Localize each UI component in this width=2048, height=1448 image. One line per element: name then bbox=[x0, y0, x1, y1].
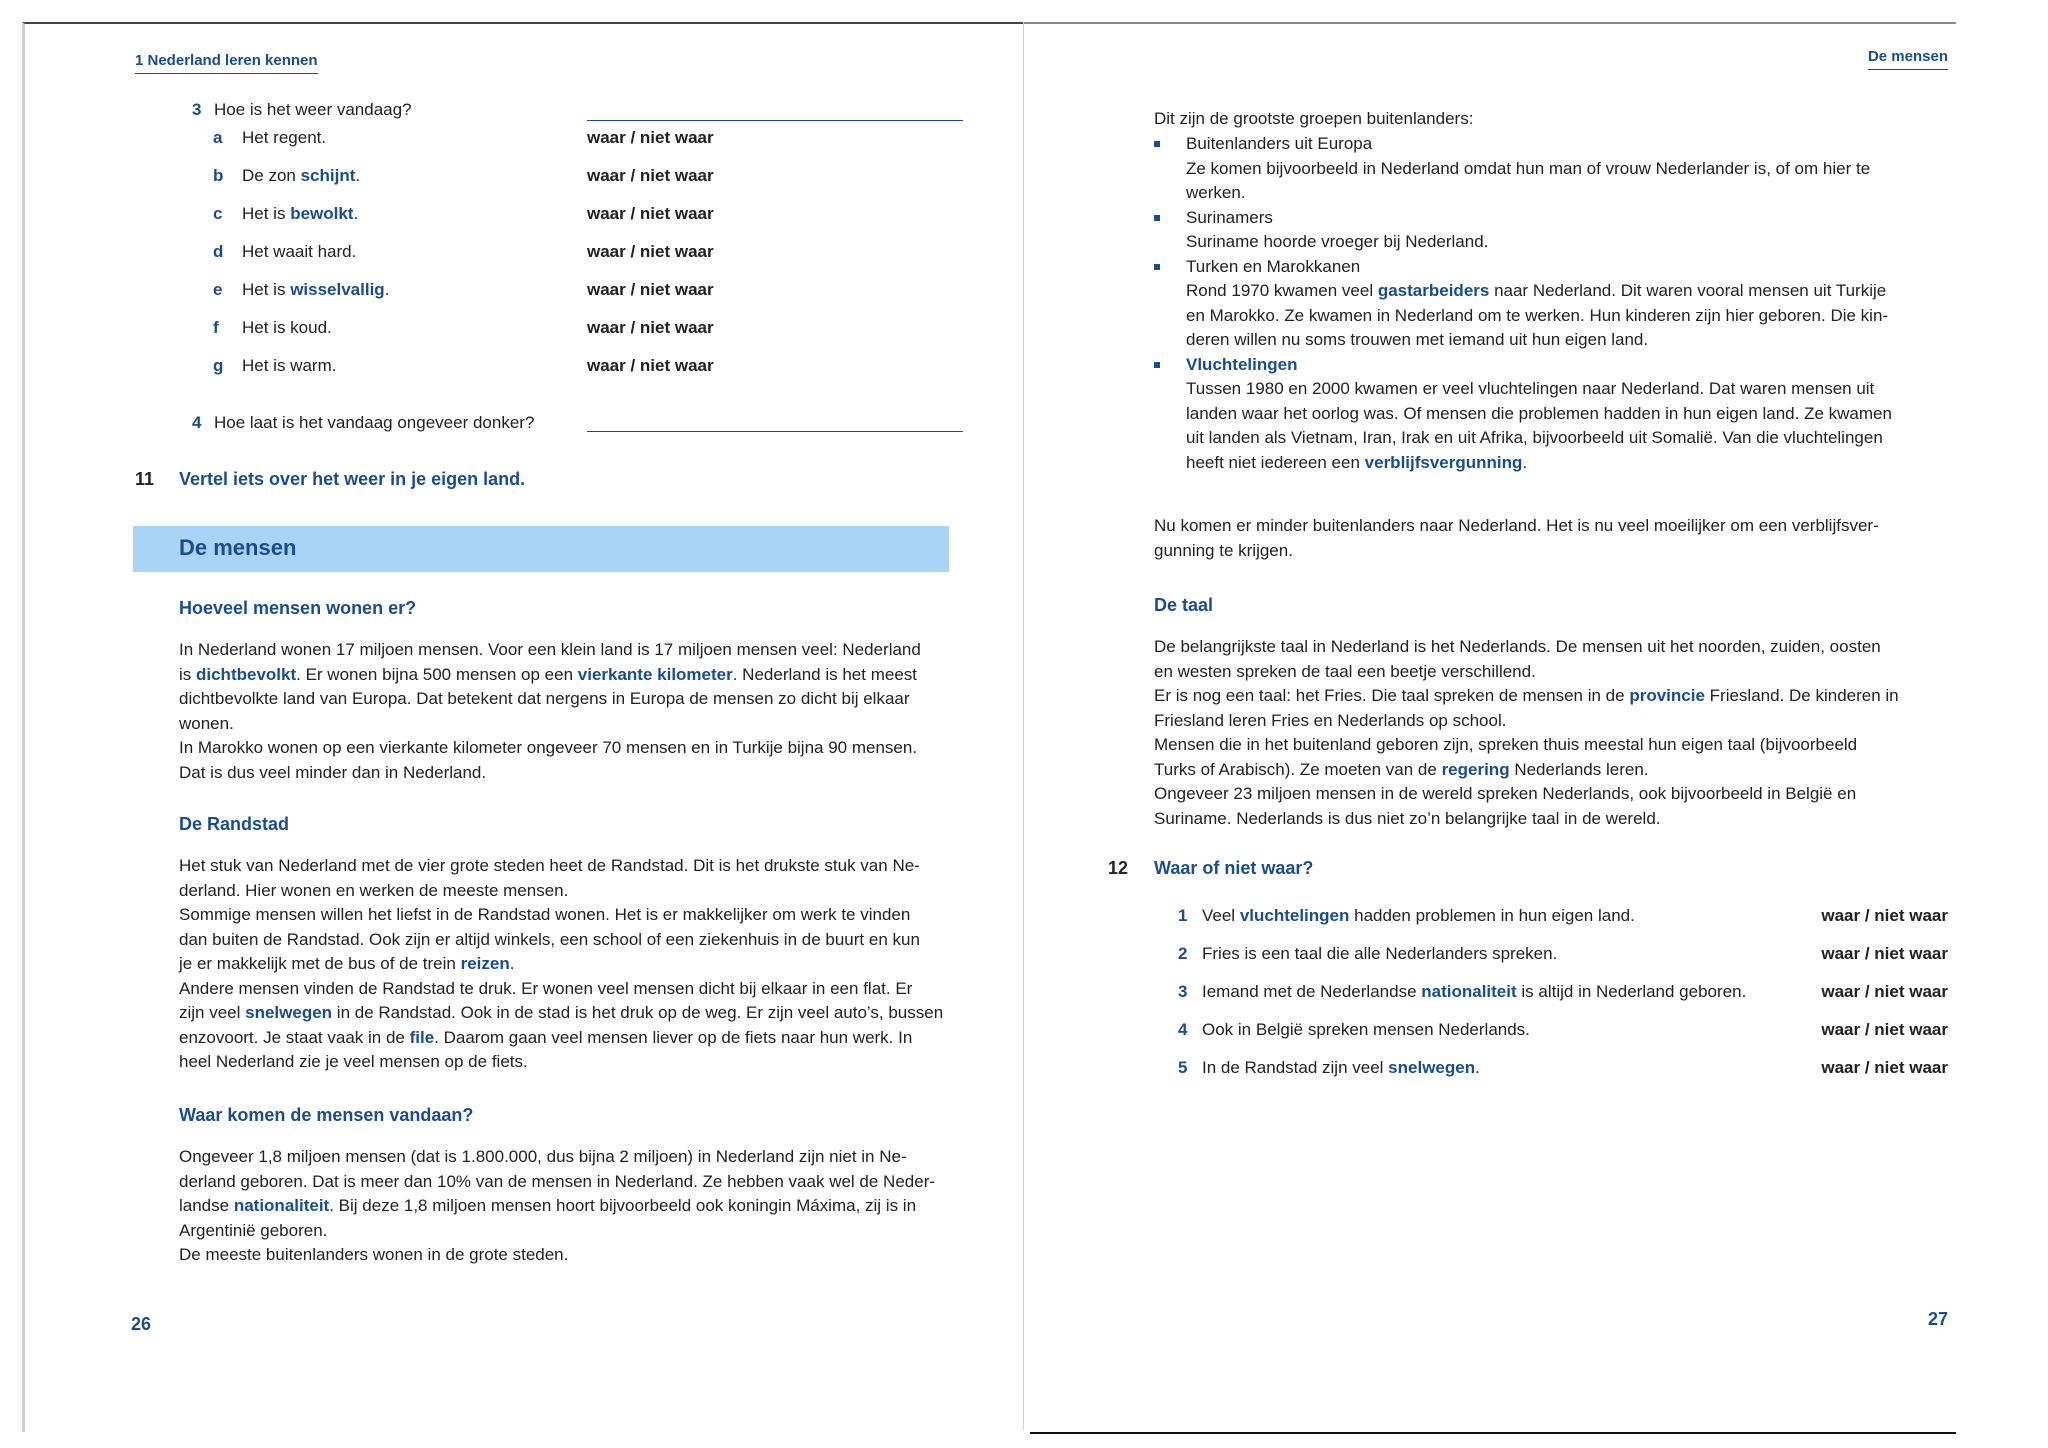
text-run: Friesland. De kinderen in bbox=[1704, 686, 1899, 705]
item-statement bbox=[242, 280, 389, 300]
text-run: Het is bbox=[242, 204, 291, 223]
text-run: In Nederland wonen 17 miljoen mensen. Voor een klein land is 17 miljoen mensen veel: Nederland bbox=[179, 640, 921, 659]
text-run: Veel bbox=[1202, 906, 1240, 925]
text-run: Het is warm. bbox=[242, 356, 337, 375]
text-run: Andere mensen vinden de Randstad te druk. Er wonen veel mensen dicht bij elkaar in een flat. Er bbox=[179, 978, 913, 998]
text-line bbox=[179, 879, 969, 904]
text-run: Turks of Arabisch). Ze moeten van de bbox=[1154, 759, 1442, 779]
text-line bbox=[1154, 539, 1954, 564]
true-false-choice[interactable]: waar / niet waar bbox=[587, 242, 714, 261]
highlighted-term: provincie bbox=[1629, 686, 1705, 705]
item-number: 1 bbox=[1178, 906, 1188, 925]
text-run: De zon bbox=[242, 166, 301, 185]
text-run: . bbox=[384, 280, 390, 299]
text-run: landen waar het oorlog was. Of mensen die problemen hadden in hun eigen land. Ze kwamen bbox=[1186, 403, 1892, 423]
text-run: In de Randstad zijn veel bbox=[1202, 1058, 1389, 1077]
text-run: uit landen als Vietnam, Iran, Irak en uit Afrika, bijvoorbeeld uit Somalië. Van die vluchtelingen bbox=[1186, 428, 1883, 447]
text-run: Het stuk van Nederland met de vier grote steden heet de Randstad. Dit is het drukste stuk van Ne- bbox=[179, 856, 920, 875]
true-false-choice[interactable]: waar / niet waar bbox=[1821, 982, 1948, 1001]
text-run: en westen spreken de taal een beetje verschillend. bbox=[1154, 661, 1536, 681]
item-letter: c bbox=[213, 204, 223, 223]
text-run: Ongeveer 23 miljoen mensen in de wereld spreken Nederlands, ook bijvoorbeeld in België en bbox=[1154, 784, 1857, 803]
item-letter: b bbox=[213, 166, 224, 185]
text-line bbox=[1154, 684, 1954, 709]
text-line bbox=[179, 712, 969, 737]
highlighted-term: verblijfsvergunning bbox=[1364, 452, 1523, 472]
text-line bbox=[179, 952, 969, 977]
true-false-choice[interactable]: waar / niet waar bbox=[587, 128, 714, 147]
text-run: dichtbevolkte land van Europa. Dat betekent dat nergens in Europa de mensen zo dicht bij elkaar bbox=[179, 689, 910, 708]
answer-line-q4[interactable] bbox=[587, 431, 963, 432]
text-run: is altijd in Nederland geboren. bbox=[1516, 982, 1747, 1001]
heading-de-taal: De taal bbox=[1154, 595, 1214, 615]
highlighted-term: gastarbeiders bbox=[1377, 281, 1490, 300]
left-page bbox=[22, 22, 1023, 1432]
text-line bbox=[1186, 328, 1954, 353]
text-line bbox=[179, 928, 969, 953]
paragraph-hoeveel-mensen bbox=[179, 638, 969, 785]
text-line bbox=[1186, 377, 1954, 402]
exercise-11-number: 11 bbox=[135, 469, 155, 489]
highlighted-term: bewolkt bbox=[290, 204, 354, 223]
heading-randstad: De Randstad bbox=[179, 814, 290, 834]
text-run: . bbox=[353, 204, 359, 223]
text-line bbox=[1154, 758, 1954, 783]
text-run: Friesland leren Fries en Nederlands op school. bbox=[1154, 710, 1507, 730]
text-run: je er makkelijk met de bus of de trein bbox=[179, 954, 461, 973]
exercise-12-title: Waar of niet waar? bbox=[1154, 858, 1314, 878]
text-run: Het waait hard. bbox=[242, 242, 357, 261]
text-line bbox=[179, 1026, 969, 1051]
text-run: De belangrijkste taal in Nederland is het Nederlands. De mensen uit het noorden, zuiden, oosten bbox=[1154, 637, 1881, 656]
text-run: Argentinië geboren. bbox=[179, 1220, 328, 1240]
text-run: In Marokko wonen op een vierkante kilometer ongeveer 70 mensen en in Turkije bijna 90 mensen. bbox=[179, 738, 918, 757]
text-line bbox=[1154, 733, 1954, 758]
highlighted-term: reizen bbox=[460, 954, 510, 973]
paragraph-waar-vandaan bbox=[179, 1145, 969, 1268]
true-false-choice[interactable]: waar / niet waar bbox=[587, 166, 714, 185]
item-statement bbox=[1202, 1020, 1530, 1040]
true-false-choice[interactable]: waar / niet waar bbox=[1821, 1058, 1948, 1077]
highlighted-term: regering bbox=[1441, 759, 1510, 779]
text-run: gunning te krijgen. bbox=[1154, 540, 1293, 560]
item-letter: a bbox=[213, 128, 223, 147]
text-run: wonen. bbox=[179, 713, 234, 733]
highlighted-term: dichtbevolkt bbox=[196, 664, 297, 684]
group-title: Vluchtelingen bbox=[1186, 354, 1298, 374]
text-run: Tussen 1980 en 2000 kwamen er veel vluchtelingen naar Nederland. Dat waren mensen uit bbox=[1186, 379, 1875, 398]
text-line bbox=[179, 977, 969, 1002]
text-line bbox=[1186, 402, 1954, 427]
text-run: . bbox=[355, 166, 361, 185]
text-line bbox=[179, 903, 969, 928]
true-false-choice[interactable]: waar / niet waar bbox=[587, 356, 714, 375]
text-line bbox=[179, 1243, 969, 1268]
text-line bbox=[1154, 709, 1954, 734]
question-4-text: Hoe laat is het vandaag ongeveer donker? bbox=[214, 413, 535, 432]
text-line bbox=[179, 687, 969, 712]
paragraph-de-taal bbox=[1154, 635, 1954, 831]
text-run: Suriname hoorde vroeger bij Nederland. bbox=[1186, 232, 1489, 251]
text-run: Iemand met de Nederlandse bbox=[1202, 982, 1422, 1001]
text-line bbox=[179, 1001, 969, 1026]
text-line bbox=[179, 1145, 969, 1170]
question-4-number: 4 bbox=[192, 413, 202, 432]
highlighted-term: nationaliteit bbox=[1421, 982, 1517, 1001]
text-run: . Er wonen bijna 500 mensen op een bbox=[296, 664, 578, 684]
item-statement bbox=[1202, 944, 1557, 964]
groups-intro: Dit zijn de grootste groepen buitenlanders: bbox=[1154, 109, 1474, 128]
text-line bbox=[179, 854, 969, 879]
text-run: . bbox=[1475, 1058, 1480, 1077]
groups-bullet-list bbox=[1154, 132, 1954, 475]
question-3-text: Hoe is het weer vandaag? bbox=[214, 100, 412, 119]
text-run: Nu komen er minder buitenlanders naar Nederland. Het is nu veel moeilijker om een verblijfsver- bbox=[1154, 516, 1879, 535]
paragraph-minder-buitenlanders bbox=[1154, 514, 1954, 563]
section-title: De mensen bbox=[179, 535, 297, 560]
text-line bbox=[1154, 660, 1954, 685]
text-run: Het is koud. bbox=[242, 318, 332, 337]
item-statement bbox=[1202, 906, 1635, 926]
bullet-square-icon bbox=[1154, 215, 1160, 221]
answer-line-q3[interactable] bbox=[587, 120, 963, 121]
group-item bbox=[1154, 353, 1954, 476]
text-run: Het regent. bbox=[242, 128, 327, 147]
text-run: De meeste buitenlanders wonen in de grote steden. bbox=[179, 1245, 569, 1264]
bullet-square-icon bbox=[1154, 362, 1160, 368]
text-run: enzovoort. Je staat vaak in de bbox=[179, 1027, 410, 1047]
heading-hoeveel-mensen: Hoeveel mensen wonen er? bbox=[179, 598, 417, 618]
text-run: werken. bbox=[1186, 183, 1246, 202]
text-run: Mensen die in het buitenland geboren zijn, spreken thuis meestal hun eigen taal (bijvoorbeeld bbox=[1154, 735, 1858, 754]
item-letter: g bbox=[213, 356, 224, 375]
text-run: Ook in België spreken mensen Nederlands. bbox=[1202, 1020, 1530, 1039]
text-line bbox=[1186, 181, 1954, 206]
text-line bbox=[1154, 514, 1954, 539]
text-run: . Nederland is het meest bbox=[732, 664, 917, 684]
item-statement bbox=[242, 128, 326, 148]
paragraph-randstad bbox=[179, 854, 969, 1075]
text-run: Er is nog een taal: het Fries. Die taal spreken de mensen in de bbox=[1154, 686, 1630, 705]
text-run: heeft niet iedereen een bbox=[1186, 452, 1365, 472]
item-statement bbox=[242, 166, 360, 186]
highlighted-term: vierkante kilometer bbox=[577, 664, 733, 684]
section-band bbox=[133, 526, 949, 572]
true-false-choice[interactable]: waar / niet waar bbox=[587, 280, 714, 299]
text-run: Fries is een taal die alle Nederlanders spreken. bbox=[1202, 944, 1558, 963]
text-run: Sommige mensen willen het liefst in de Randstad wonen. Het is er makkelijker om werk te vinden bbox=[179, 905, 911, 924]
text-run: Het is bbox=[242, 280, 291, 299]
text-run: landse bbox=[179, 1196, 234, 1215]
text-line bbox=[1154, 635, 1954, 660]
page-number-left: 26 bbox=[131, 1314, 152, 1334]
item-statement bbox=[1202, 982, 1746, 1002]
item-number: 4 bbox=[1178, 1020, 1188, 1039]
text-run: zijn veel bbox=[179, 1003, 246, 1022]
text-line bbox=[1186, 157, 1954, 182]
groups-list bbox=[1154, 132, 1954, 475]
right-page bbox=[1024, 22, 1956, 1432]
item-number: 5 bbox=[1178, 1058, 1188, 1077]
text-run: heel Nederland zie je veel mensen op de fiets. bbox=[179, 1052, 528, 1071]
text-run: Dat is dus veel minder dan in Nederland. bbox=[179, 762, 487, 782]
text-line bbox=[179, 1194, 969, 1219]
exercise-11-title: Vertel iets over het weer in je eigen land. bbox=[179, 469, 526, 489]
highlighted-term: wisselvallig bbox=[290, 280, 385, 299]
exercise-12-number: 12 bbox=[1108, 858, 1129, 878]
page-number-right: 27 bbox=[1927, 1309, 1948, 1329]
text-run: in de Randstad. Ook in de stad is het druk op de weg. Er zijn veel auto’s, bussen bbox=[332, 1003, 944, 1022]
highlighted-term: snelwegen bbox=[245, 1003, 333, 1022]
text-line bbox=[1186, 304, 1954, 329]
text-line bbox=[1186, 451, 1954, 476]
item-letter: d bbox=[213, 242, 224, 261]
text-line bbox=[1154, 782, 1954, 807]
heading-waar-vandaan: Waar komen de mensen vandaan? bbox=[179, 1105, 474, 1125]
text-run: . Bij deze 1,8 miljoen mensen hoort bijvoorbeeld ook koningin Máxima, zij is in bbox=[329, 1196, 917, 1215]
item-statement bbox=[242, 242, 356, 262]
item-letter: f bbox=[213, 318, 219, 337]
text-run: en Marokko. Ze kwamen in Nederland om te werken. Hun kinderen zijn hier geboren. Die kin- bbox=[1186, 305, 1889, 325]
text-line bbox=[179, 761, 969, 786]
text-run: Ongeveer 1,8 miljoen mensen (dat is 1.800.000, dus bijna 2 miljoen) in Nederland zijn niet in Ne- bbox=[179, 1147, 907, 1166]
text-line bbox=[179, 663, 969, 688]
text-line bbox=[1186, 230, 1954, 255]
item-letter: e bbox=[213, 280, 223, 299]
question-3-number: 3 bbox=[192, 100, 202, 119]
group-item bbox=[1154, 206, 1954, 255]
item-statement bbox=[242, 204, 358, 224]
text-run: naar Nederland. Dit waren vooral mensen uit Turkije bbox=[1489, 281, 1887, 300]
true-false-choice[interactable]: waar / niet waar bbox=[1821, 944, 1948, 963]
item-statement bbox=[242, 318, 332, 338]
text-run: derland. Hier wonen en werken de meeste mensen. bbox=[179, 880, 569, 900]
text-run: Nederlands leren. bbox=[1509, 759, 1649, 779]
group-title: Turken en Marokkanen bbox=[1186, 256, 1361, 276]
group-title: Surinamers bbox=[1186, 207, 1273, 227]
text-run: . bbox=[1522, 452, 1528, 472]
group-title: Buitenlanders uit Europa bbox=[1186, 134, 1373, 153]
bullet-square-icon bbox=[1154, 141, 1160, 147]
item-number: 3 bbox=[1178, 982, 1188, 1001]
text-run: Rond 1970 kwamen veel bbox=[1186, 281, 1378, 300]
item-statement bbox=[242, 356, 336, 376]
text-line bbox=[179, 736, 969, 761]
item-statement bbox=[1202, 1058, 1480, 1078]
item-number: 2 bbox=[1178, 944, 1188, 963]
highlighted-term: snelwegen bbox=[1388, 1058, 1476, 1077]
true-false-choice[interactable]: waar / niet waar bbox=[587, 204, 714, 223]
text-line bbox=[1186, 279, 1954, 304]
highlighted-term: file bbox=[409, 1027, 435, 1047]
text-run: hadden problemen in hun eigen land. bbox=[1349, 906, 1635, 925]
text-line bbox=[179, 1170, 969, 1195]
true-false-choice[interactable]: waar / niet waar bbox=[587, 318, 714, 337]
text-line bbox=[179, 1050, 969, 1075]
text-line bbox=[1186, 426, 1954, 451]
highlighted-term: schijnt bbox=[300, 166, 356, 185]
text-run: . Daarom gaan veel mensen liever op de fiets naar hun werk. In bbox=[434, 1027, 913, 1047]
group-item bbox=[1154, 132, 1954, 206]
section-header[interactable]: De mensen bbox=[1868, 48, 1948, 70]
text-run: is bbox=[179, 664, 196, 684]
text-line bbox=[1154, 807, 1954, 832]
true-false-choice[interactable]: waar / niet waar bbox=[1821, 1020, 1948, 1039]
text-run: Suriname. Nederlands is dus niet zo’n belangrijke taal in de wereld. bbox=[1154, 808, 1661, 828]
text-run: . bbox=[509, 954, 515, 973]
chapter-header[interactable]: 1 Nederland leren kennen bbox=[135, 52, 318, 74]
bullet-square-icon bbox=[1154, 264, 1160, 270]
highlighted-term: vluchtelingen bbox=[1239, 906, 1350, 925]
text-line bbox=[179, 1219, 969, 1244]
text-run: dan buiten de Randstad. Ook zijn er altijd winkels, een school of een ziekenhuis in de buurt en kun bbox=[179, 929, 920, 949]
text-run: Ze komen bijvoorbeeld in Nederland omdat hun man of vrouw Nederlander is, of om hier te bbox=[1186, 158, 1871, 178]
text-line bbox=[179, 638, 969, 663]
true-false-choice[interactable]: waar / niet waar bbox=[1821, 906, 1948, 925]
text-run: derland geboren. Dat is meer dan 10% van de mensen in Nederland. Ze hebben vaak wel de Neder- bbox=[179, 1171, 936, 1191]
group-item bbox=[1154, 255, 1954, 353]
text-run: deren willen nu soms trouwen met iemand uit hun eigen land. bbox=[1186, 330, 1649, 349]
highlighted-term: nationaliteit bbox=[233, 1196, 330, 1215]
